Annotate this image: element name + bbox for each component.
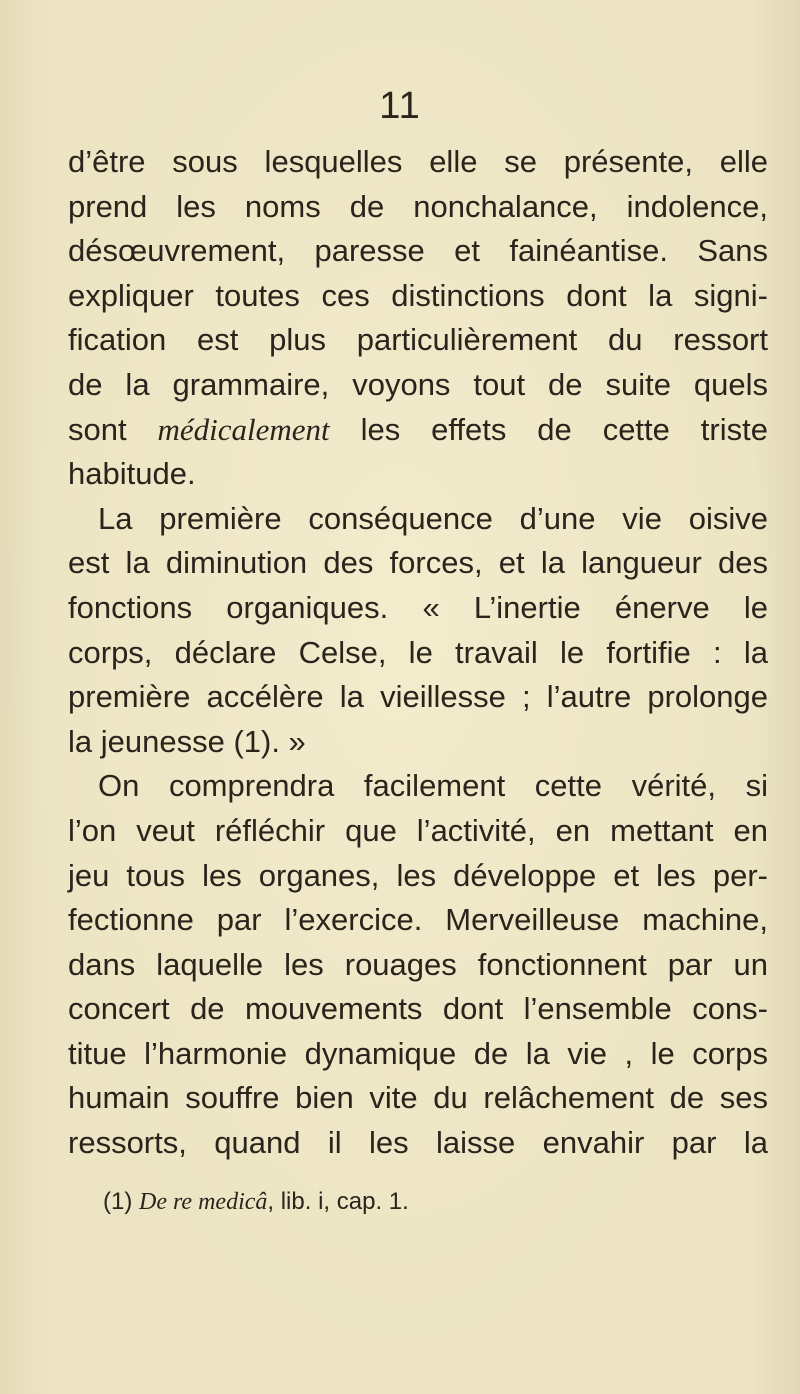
- text-line: [68, 408, 768, 453]
- text-line: fonctions organiques. « L’inertie énerve le: [68, 589, 768, 625]
- text-line: La première conséquence d’une vie oisive: [98, 500, 768, 536]
- text-line: concert de mouvements dont l’ensemble cons-: [68, 991, 768, 1027]
- text-line: fectionne par l’exercice. Merveilleuse machine,: [68, 902, 768, 938]
- text-line: première accélère la vieillesse ; l’autre prolonge: [68, 679, 768, 715]
- text-line: humain souffre bien vite du relâchement de ses: [68, 1080, 768, 1116]
- footnote-title: De re medicâ: [139, 1189, 268, 1215]
- text-line: d’être sous lesquelles elle se présente, elle: [68, 144, 768, 179]
- text-segment: les effets de cette triste: [329, 411, 768, 447]
- text-segment: sont: [68, 411, 158, 447]
- text-line: la jeunesse (1). »: [68, 723, 306, 759]
- text-line: jeu tous les organes, les développe et les per-: [68, 857, 768, 893]
- text-line: fication est plus particulièrement du ressort: [68, 322, 768, 358]
- text-line: corps, déclare Celse, le travail le fortifie : la: [68, 634, 768, 670]
- text-line: dans laquelle les rouages fonctionnent par un: [68, 946, 768, 982]
- text-line: désœuvrement, paresse et fainéantise. Sans: [68, 233, 768, 269]
- text-line: expliquer toutes ces distinctions dont la signi-: [68, 277, 768, 313]
- body-text: [68, 140, 768, 1166]
- footnote-reference: , lib. i, cap. 1.: [267, 1188, 409, 1215]
- text-line: habitude.: [68, 456, 196, 492]
- text-line: de la grammaire, voyons tout de suite quels: [68, 366, 768, 402]
- text-line: On comprendra facilement cette vérité, si: [98, 768, 768, 804]
- footnote: [103, 1187, 409, 1217]
- text-line: l’on veut réfléchir que l’activité, en mettant en: [68, 812, 768, 848]
- italic-word: médicalement: [157, 411, 330, 447]
- page-number: 11: [379, 85, 421, 127]
- text-line: ressorts, quand il les laisse envahir par la: [68, 1125, 768, 1161]
- text-line: prend les noms de nonchalance, indolence,: [68, 188, 768, 224]
- footnote-marker: (1): [103, 1188, 139, 1215]
- text-line: est la diminution des forces, et la langueur des: [68, 545, 768, 581]
- text-line: titue l’harmonie dynamique de la vie , le corps: [68, 1035, 768, 1071]
